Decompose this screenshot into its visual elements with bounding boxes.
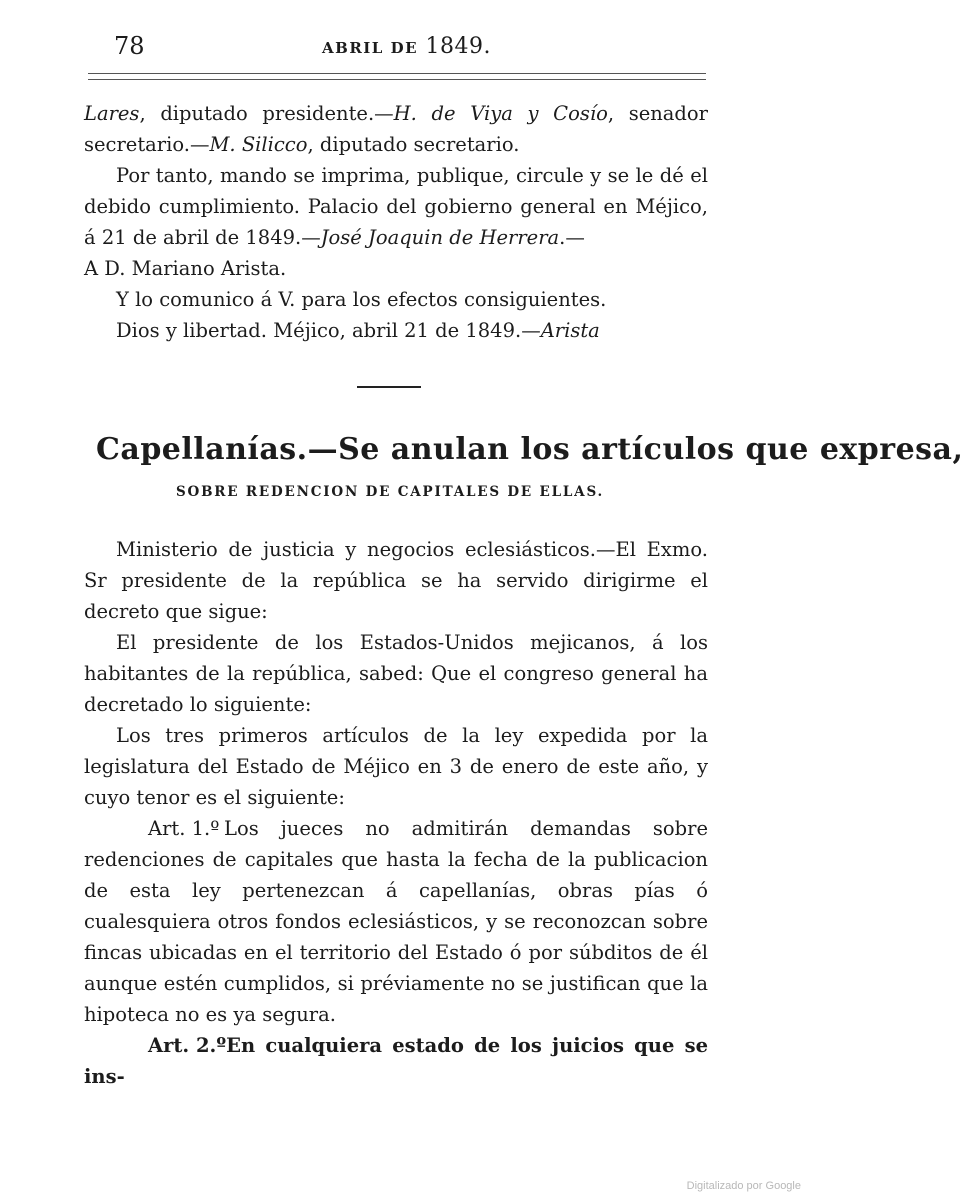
signatories-paragraph: Lares, diputado presidente.—H. de Viya y Cosío, senador secretario.—M. Silicco, diputado secretario. (84, 102, 708, 156)
decree-body (84, 534, 708, 1092)
signatory-name: H. de Viya y Cosío (393, 102, 608, 125)
article-label: Art. 1.º (148, 817, 220, 840)
body-paragraph: El presidente de los Estados-Unidos mejicanos, á los habitantes de la república, sabed: Que el congreso general ha decretado lo siguiente: (84, 631, 708, 716)
decree-title: Capellanías.—Se anulan los artículos que expresa, (96, 432, 963, 467)
addressee-line: A D. Mariano Arista. (84, 257, 287, 280)
page-header (82, 28, 753, 68)
signatory-name: José Joaquin de Herrera (320, 226, 560, 249)
running-head-year: 1849. (425, 34, 491, 59)
article-2: Art. 2.ºEn cualquiera estado de los juicios que se ins- (84, 1030, 708, 1092)
previous-decree-closing (84, 98, 708, 346)
signatory-name: M. Silicco (209, 133, 308, 156)
article-label: Art. 2.º (148, 1034, 227, 1057)
communication-line: Y lo comunico á V. para los efectos consiguientes. (116, 288, 607, 311)
signatory-name: Lares (84, 102, 140, 125)
watermark: Digitalizado por Google (686, 1180, 801, 1192)
body-paragraph: Los tres primeros artículos de la ley expedida por la legislatura del Estado de Méjico en 3 de enero de este año, y cuyo tenor es el siguiente: (84, 724, 708, 809)
closing-line: Dios y libertad. Méjico, abril 21 de 1849.—Arista (116, 319, 600, 342)
section-separator (357, 386, 421, 388)
promulgation-paragraph: Por tanto, mando se imprima, publique, circule y se le dé el debido cumplimiento. Palacio del gobierno general en Méjico, á 21 de abril de 1849.—José Joaquin de Herrera.— (84, 164, 708, 249)
article-1: Art. 1.º Los jueces no admitirán demandas sobre redenciones de capitales que hasta la fecha de la publicacion de esta ley pertenezcan á capellanías, obras pías ó cualesquiera otros fondos eclesiásticos, y se reconozcan sobre fincas ubicadas en el territorio del Estado ó por súbditos de él aunque estén cumplidos, si préviamente no se justifican que la hipoteca no es ya segura. (84, 813, 708, 1030)
running-head-month: ABRIL DE (322, 39, 419, 57)
header-rule (88, 73, 706, 80)
signatory-name: Arista (540, 319, 600, 342)
decree-subtitle: SOBRE REDENCION DE CAPITALES DE ELLAS. (175, 484, 605, 500)
running-head (322, 34, 491, 59)
body-paragraph: Ministerio de justicia y negocios eclesiásticos.—El Exmo. Sr presidente de la república se ha servido dirigirme el decreto que sigue: (84, 538, 708, 623)
page-number: 78 (114, 32, 145, 60)
